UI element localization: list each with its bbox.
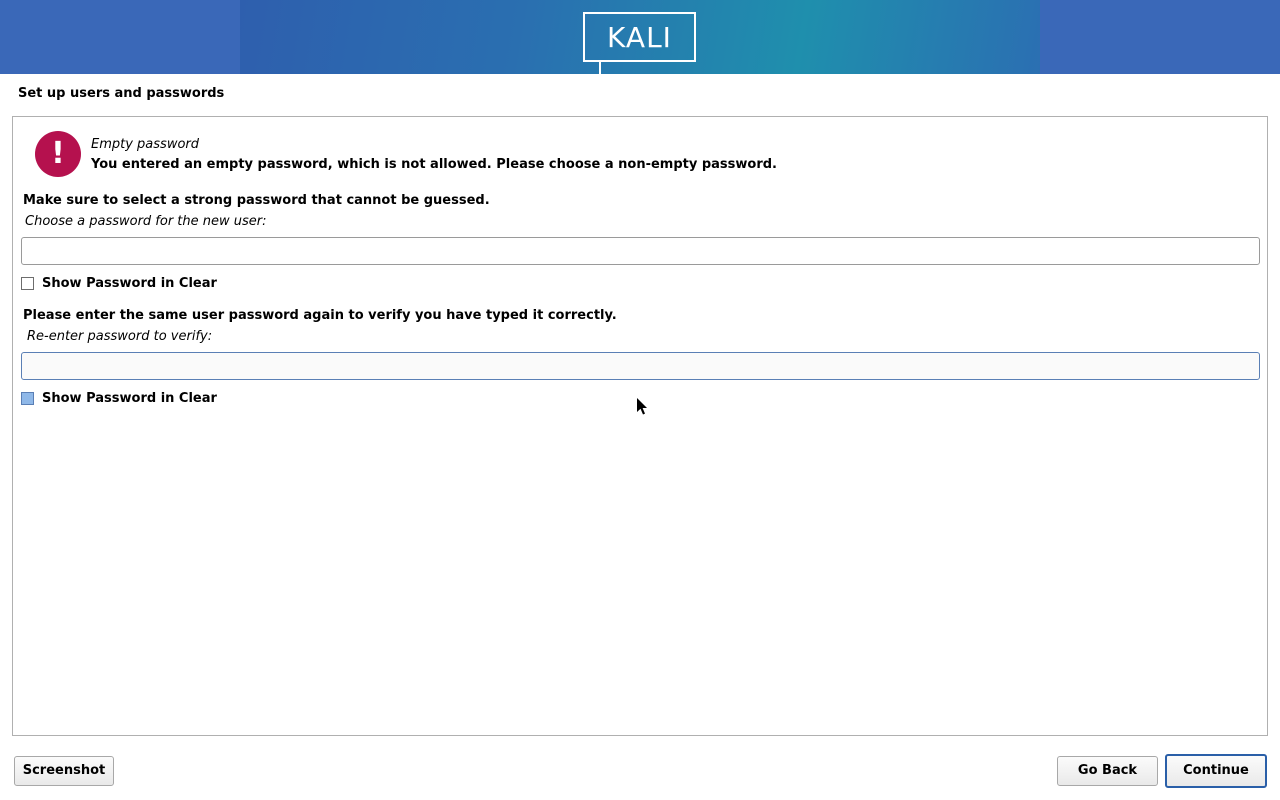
password-input[interactable] [21,237,1260,265]
verify-field-label: Re-enter password to verify: [27,329,213,344]
verify-password-input[interactable] [21,352,1260,380]
banner-left-fill [0,0,240,74]
error-title: Empty password [91,137,199,152]
verify-password-hint: Please enter the same user password again to verify you have typed it correctly. [23,308,617,323]
page-title: Set up users and passwords [18,86,225,101]
go-back-button[interactable]: Go Back [1057,756,1158,786]
exclamation-icon [35,131,81,177]
show-password-label-1: Show Password in Clear [42,276,217,291]
continue-button[interactable]: Continue [1165,754,1267,788]
show-password-toggle-2[interactable] [21,391,217,406]
password-strength-hint: Make sure to select a strong password that cannot be guessed. [23,193,490,208]
password-field-label: Choose a password for the new user: [25,214,267,229]
error-banner [23,127,1253,185]
show-password-label-2: Show Password in Clear [42,391,217,406]
checkbox-icon[interactable] [21,277,34,290]
exclamation-glyph: ! [51,136,65,171]
screenshot-button[interactable]: Screenshot [14,756,114,786]
kali-logo [583,12,696,62]
banner-right-fill [1040,0,1280,74]
show-password-toggle-1[interactable] [21,276,217,291]
installer-content-frame [12,116,1268,736]
kali-logo-tail [599,62,601,74]
error-message: You entered an empty password, which is not allowed. Please choose a non-empty password. [91,157,777,172]
kali-logo-text: KALI [607,20,672,54]
kali-banner [0,0,1280,74]
checkbox-icon[interactable] [21,392,34,405]
